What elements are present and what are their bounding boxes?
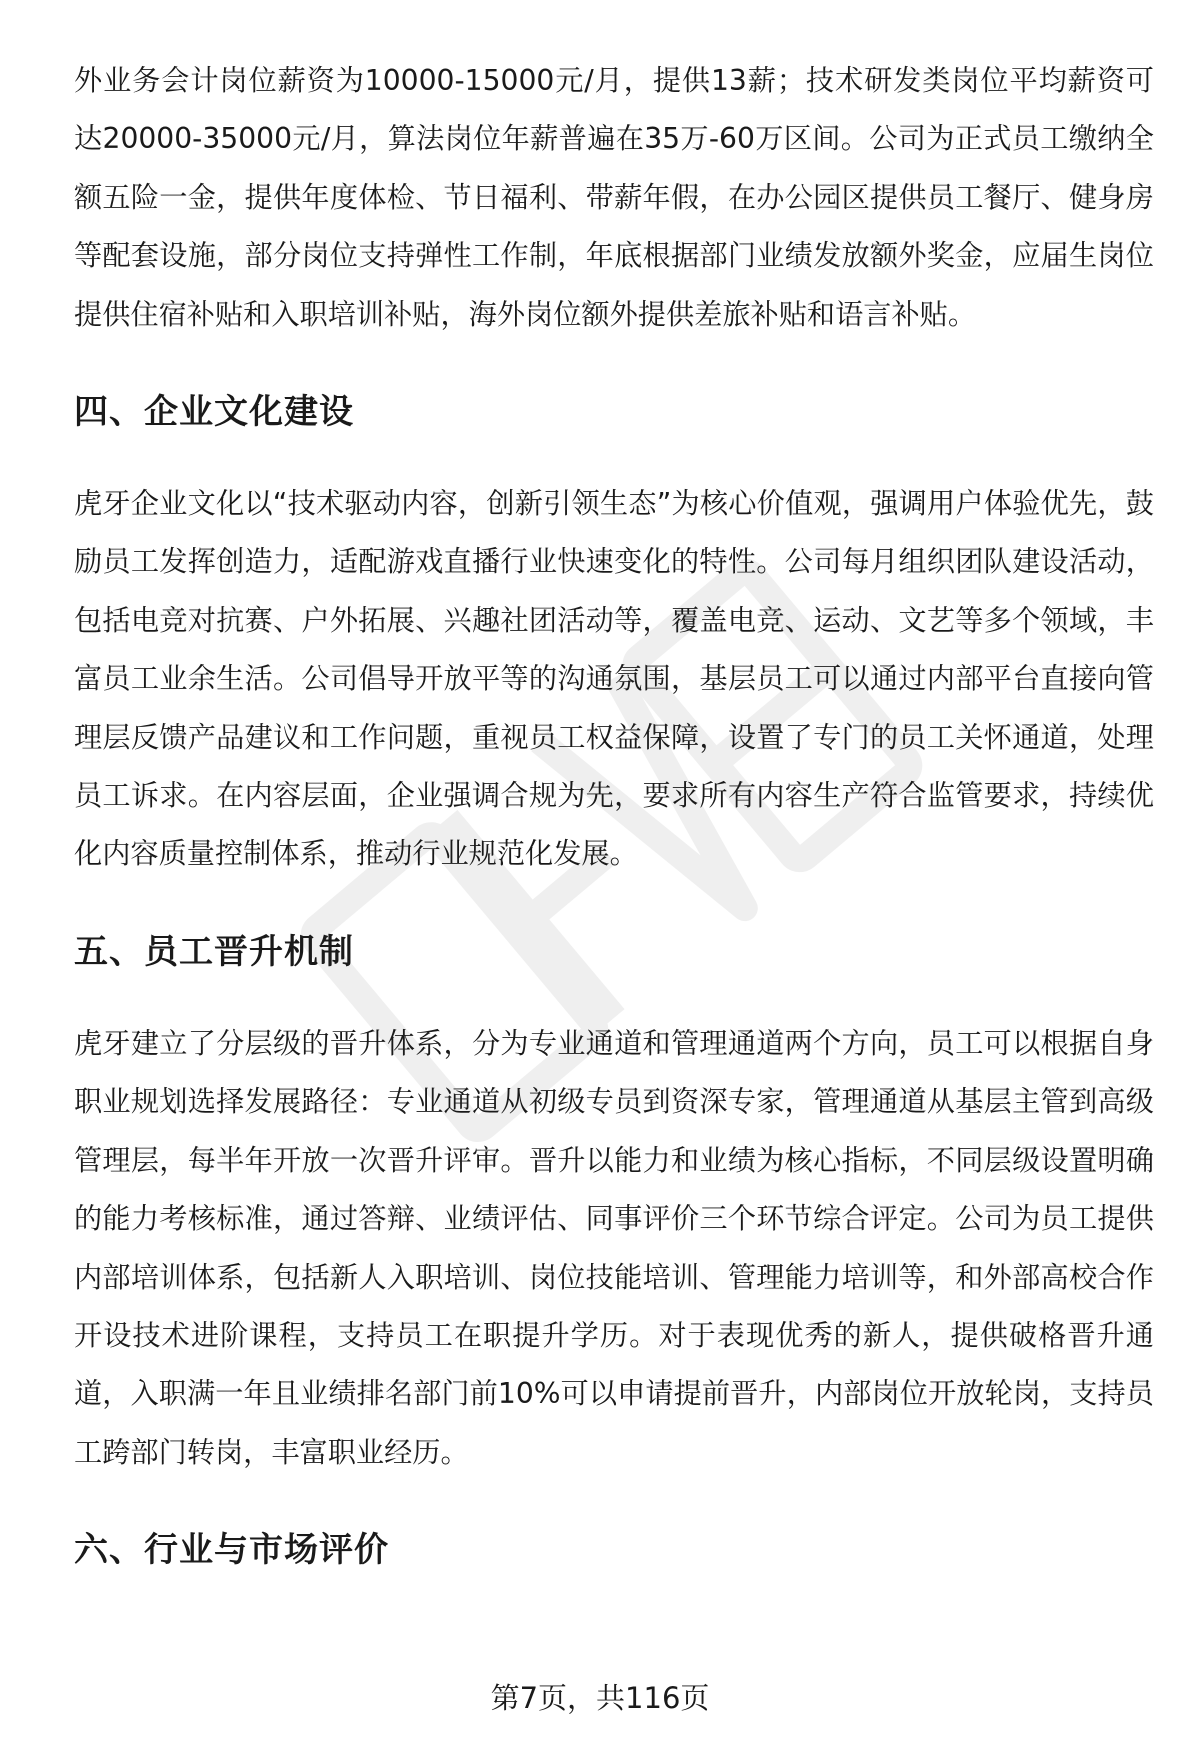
section-heading-market: 六、行业与市场评价 xyxy=(74,1530,389,1571)
document-body xyxy=(74,52,1154,1575)
section-body-culture: 虎牙企业文化以“技术驱动内容，创新引领生态”为核心价值观，强调用户体验优先，鼓励员工发挥创造力，适配游戏直播行业快速变化的特性。公司每月组织团队建设活动，包括电竞对抗赛、户外拓展、兴趣社团活动等，覆盖电竞、运动、文艺等多个领域，丰富员工业余生活。公司倡导开放平等的沟通氛围，基层员工可以通过内部平台直接向管理层反馈产品建议和工作问题，重视员工权益保障，设置了专门的员工关怀通道，处理员工诉求。在内容层面，企业强调合规为先，要求所有内容生产符合监管要求，持续优化内容质量控制体系，推动行业规范化发展。 xyxy=(74,487,1154,871)
section-heading-promotion: 五、员工晋升机制 xyxy=(74,931,354,972)
section-heading-culture: 四、企业文化建设 xyxy=(74,392,354,433)
section-body-promotion: 虎牙建立了分层级的晋升体系，分为专业通道和管理通道两个方向，员工可以根据自身职业规划选择发展路径：专业通道从初级专员到资深专家，管理通道从基层主管到高级管理层，每半年开放一次晋升评审。晋升以能力和业绩为核心指标，不同层级设置明确的能力考核标准，通过答辩、业绩评估、同事评价三个环节综合评定。公司为员工提供内部培训体系，包括新人入职培训、岗位技能培训、管理能力培训等，和外部高校合作开设技术进阶课程，支持员工在职提升学历。对于表现优秀的新人，提供破格晋升通道，入职满一年且业绩排名部门前10%可以申请提前晋升，内部岗位开放轮岗，支持员工跨部门转岗，丰富职业经历。 xyxy=(74,1026,1154,1469)
intro-paragraph: 外业务会计岗位薪资为10000-15000元/月，提供13薪；技术研发类岗位平均薪资可达20000-35000元/月，算法岗位年薪普遍在35万-60万区间。公司为正式员工缴纳全额五险一金，提供年度体检、节日福利、带薪年假，在办公园区提供员工餐厅、健身房等配套设施，部分岗位支持弹性工作制，年底根据部门业绩发放额外奖金，应届生岗位提供住宿补贴和入职培训补贴，海外岗位额外提供差旅补贴和语言补贴。 xyxy=(74,64,1154,331)
page-number-footer: 第7页，共116页 xyxy=(490,1681,710,1715)
